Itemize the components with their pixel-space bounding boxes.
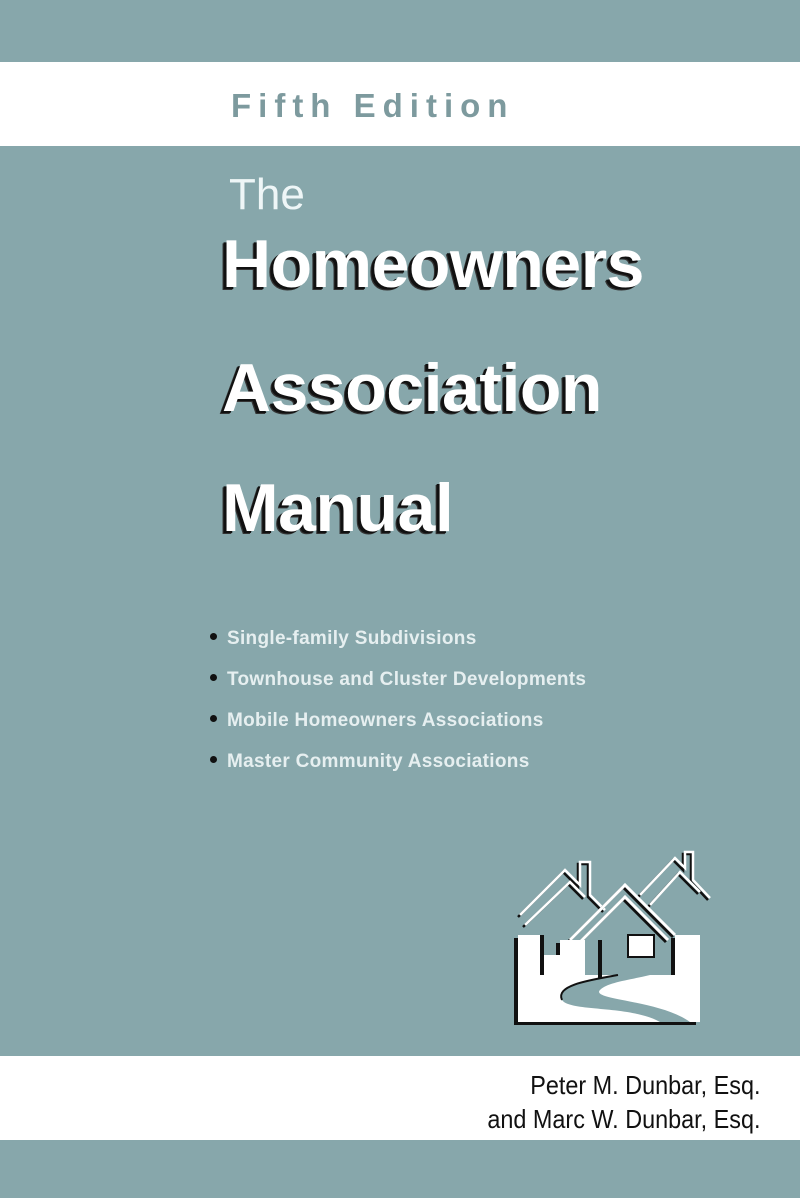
bullet-icon — [210, 633, 217, 640]
houses-icon — [500, 840, 720, 1030]
feature-item: Mobile Homeowners Associations — [210, 700, 586, 741]
feature-item: Master Community Associations — [210, 741, 586, 782]
title-line-1: Homeowners — [222, 226, 644, 302]
author-line-1: Peter M. Dunbar, Esq. — [529, 1070, 760, 1100]
feature-list — [210, 618, 586, 782]
author-line-2: and Marc W. Dunbar, Esq. — [486, 1104, 760, 1134]
feature-item: Townhouse and Cluster Developments — [210, 659, 586, 700]
bullet-icon — [210, 715, 217, 722]
title-prefix: The — [229, 170, 305, 219]
feature-item: Single-family Subdivisions — [210, 618, 586, 659]
title-line-2: Association — [222, 350, 602, 426]
title-line-3: Manual — [222, 470, 454, 546]
bullet-icon — [210, 756, 217, 763]
edition-label: Fifth Edition — [231, 87, 515, 124]
bullet-icon — [210, 674, 217, 681]
authors-block — [487, 1068, 760, 1136]
